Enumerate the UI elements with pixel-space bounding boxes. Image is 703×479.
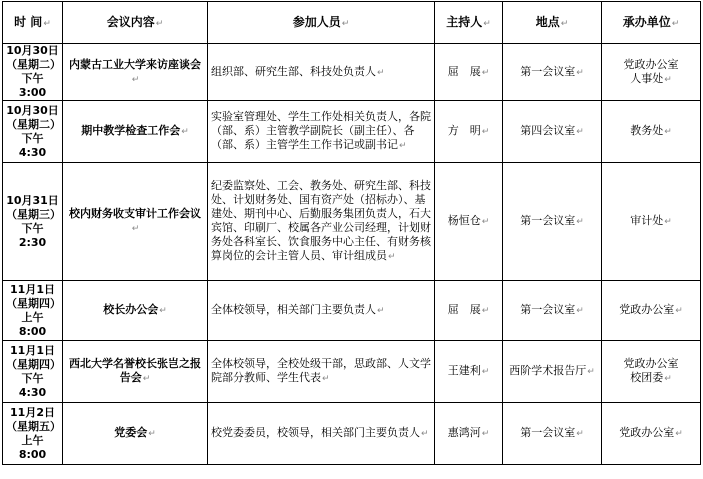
organizer-cell [602,341,701,403]
host-cell [435,341,503,403]
meeting-cell-text: 期中教学检查工作会 [81,124,181,137]
attendees-cell-text: 全体校领导，相关部门主要负责人 [211,303,376,316]
attendees-cell-text: 纪委监察处、工会、教务处、研究生部、科技处、计划财务处、国有资产处（招标办）、基建处、期刊中心、后勤服务集团负责人，石大宾馆、印刷厂、校属各产业公司经理，计划财务处各科室长、饮食服务中心主任、有财务核算岗位的会计主管人员、审计组成员 [211,179,431,262]
header-host: 主持人↵ [435,2,503,44]
time-time: 上午 8:00 [18,310,47,338]
time-time: 下午 4:30 [18,131,47,159]
paragraph-mark: ↵ [576,127,584,137]
time-time: 下午 2:30 [18,221,47,249]
time-cell [3,44,63,101]
table-row [3,403,701,465]
organizer-line [605,303,697,318]
attendees-cell [208,44,435,101]
organizer-line [605,58,697,72]
organizer-text: 校团委 [630,371,664,384]
paragraph-mark: ↵ [142,374,151,384]
attendees-cell [208,163,435,281]
paragraph-mark: ↵ [664,127,672,137]
time-date: 10月30日 [6,103,59,117]
host-cell [435,101,503,163]
time-weekday: （星期四） [6,357,61,371]
organizer-line [605,124,697,139]
attendees-cell [208,403,435,465]
meeting-cell [63,101,208,163]
header-meeting: 会议内容↵ [63,2,208,44]
paragraph-mark: ↵ [377,306,385,316]
paragraph-mark: ↵ [664,217,672,227]
paragraph-mark: ↵ [377,67,385,78]
organizer-text: 人事处 [630,71,664,85]
attendees-cell-text: 实验室管理处、学生工作处相关负责人，各院（部、系）主管教学副院长（副主任）、各（部、系）主管学生工作书记或副书记 [211,110,431,151]
time-cell [3,403,63,465]
paragraph-mark: ↵ [481,127,490,137]
host-cell [435,281,503,341]
location-cell-text: 第四会议室 [520,124,576,137]
organizer-text: 党政办公室 [619,426,675,439]
time-weekday: （星期四） [6,296,61,310]
header-location: 地点↵ [503,2,602,44]
location-cell-text: 第一会议室 [520,214,576,227]
header-organizer: 承办单位↵ [602,2,701,44]
attendees-cell-text: 全体校领导，全校处级干部，思政部、人文学院部分教师、学生代表 [211,357,431,384]
location-cell [503,341,602,403]
organizer-text: 党政办公室 [623,57,679,71]
host-cell-text: 王建利 [447,364,481,377]
time-date: 11月1日 [10,343,55,357]
time-weekday: （星期二） [6,58,61,71]
paragraph-mark: ↵ [481,67,490,78]
location-cell-text: 第一会议室 [520,303,576,316]
paragraph-mark: ↵ [481,429,490,439]
time-time: 下午 3:00 [18,72,47,99]
paragraph-mark: ↵ [576,217,584,227]
organizer-line [605,214,697,229]
location-cell-text: 第一会议室 [520,426,576,439]
location-cell-text: 第一会议室 [520,64,576,78]
paragraph-mark: ↵ [576,429,584,439]
paragraph-mark: ↵ [399,141,407,151]
time-time: 下午 4:30 [18,371,47,399]
meeting-cell-text: 西北大学名誉校长张岂之报告会 [69,357,201,384]
time-time: 上午 8:00 [18,433,47,461]
paragraph-mark: ↵ [148,429,156,439]
time-weekday: （星期二） [6,117,61,131]
location-cell [503,44,602,101]
table-row [3,163,701,281]
location-cell [503,163,602,281]
organizer-text: 审计处 [630,214,664,227]
organizer-line [605,357,697,371]
paragraph-mark: ↵ [322,374,330,384]
attendees-cell [208,281,435,341]
time-weekday: （星期五） [6,419,61,433]
organizer-line [605,72,697,87]
location-cell [503,281,602,341]
host-cell [435,44,503,101]
paragraph-mark: ↵ [481,217,490,227]
paragraph-mark: ↵ [675,429,683,439]
organizer-cell [602,163,701,281]
meeting-cell-text: 党委会 [114,426,148,439]
time-cell [3,101,63,163]
time-cell [3,341,63,403]
host-cell [435,403,503,465]
time-cell [3,163,63,281]
table-row [3,341,701,403]
host-cell-text: 屈 展 [447,303,481,316]
paragraph-mark: ↵ [576,306,584,316]
location-cell-text: 西阶学术报告厅 [509,364,587,377]
table-row [3,44,701,101]
organizer-cell [602,101,701,163]
table-row [3,281,701,341]
attendees-cell [208,101,435,163]
paragraph-mark: ↵ [587,367,595,377]
meeting-cell [63,44,208,101]
header-time: 时 间↵ [3,2,63,44]
meeting-schedule-table [2,1,701,465]
organizer-line [605,426,697,441]
host-cell-text: 惠鸿河 [447,426,481,439]
organizer-cell [602,403,701,465]
paragraph-mark: ↵ [131,74,140,85]
header-attendees: 参加人员↵ [208,2,435,44]
meeting-cell [63,163,208,281]
organizer-text: 党政办公室 [619,303,675,316]
meeting-cell [63,281,208,341]
meeting-cell [63,403,208,465]
paragraph-mark: ↵ [388,252,396,262]
location-cell [503,403,602,465]
meeting-cell [63,341,208,403]
organizer-cell [602,44,701,101]
table-row [3,101,701,163]
time-date: 11月1日 [10,282,55,296]
paragraph-mark: ↵ [131,224,140,234]
paragraph-mark: ↵ [664,74,672,85]
organizer-text: 教务处 [630,124,664,137]
organizer-text: 党政办公室 [623,357,679,370]
attendees-cell-text: 组织部、研究生部、科技处负责人 [211,64,376,78]
time-cell [3,281,63,341]
host-cell-text: 屈 展 [447,64,481,78]
paragraph-mark: ↵ [664,374,672,384]
paragraph-mark: ↵ [159,306,167,316]
host-cell-text: 方 明 [447,124,481,137]
meeting-cell-text: 内蒙古工业大学来访座谈会 [69,57,201,71]
host-cell [435,163,503,281]
paragraph-mark: ↵ [421,429,429,439]
organizer-line [605,371,697,386]
time-date: 11月2日 [10,405,55,419]
attendees-cell [208,341,435,403]
attendees-cell-text: 校党委委员，校领导，相关部门主要负责人 [211,426,420,439]
host-cell-text: 杨恒仓 [447,214,481,227]
organizer-cell [602,281,701,341]
paragraph-mark: ↵ [481,306,490,316]
paragraph-mark: ↵ [181,127,189,137]
time-date: 10月31日 [6,193,59,207]
meeting-cell-text: 校长办公会 [103,303,159,316]
paragraph-mark: ↵ [481,367,490,377]
header-row [3,2,701,44]
paragraph-mark: ↵ [675,306,683,316]
time-date: 10月30日 [6,44,59,57]
time-weekday: （星期三） [6,207,61,221]
location-cell [503,101,602,163]
paragraph-mark: ↵ [576,67,584,78]
meeting-cell-text: 校内财务收支审计工作会议 [69,207,201,220]
